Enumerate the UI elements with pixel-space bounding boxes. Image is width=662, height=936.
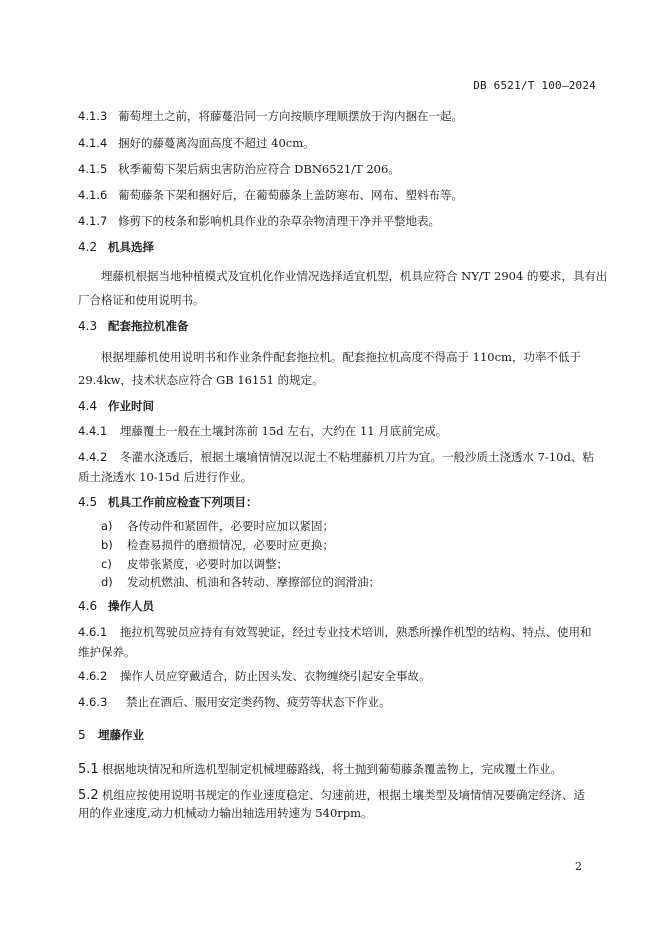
clause-5-2-line1: [78, 787, 585, 804]
paragraph-4-2-line1: 埋藤机根据当地种植模式及宜机化作业情况选择适宜机型，机具应符合 NY/T 2904 的要求，具有出: [101, 269, 608, 283]
page-number: 2: [575, 860, 582, 873]
clause-4-1-7: [78, 213, 440, 229]
list-item-a: [101, 518, 334, 534]
clause-number: 4.6.3: [78, 695, 108, 709]
clause-number: 5.2: [78, 788, 99, 803]
list-item-b: [101, 537, 334, 553]
clause-4-4-2-line1: [78, 449, 594, 465]
heading-title: 机具工作前应检查下列项目：: [108, 495, 258, 509]
clause-text: 禁止在酒后、服用安定类药物、疲劳等状态下作业。: [126, 695, 391, 709]
clause-4-1-6: [78, 187, 463, 203]
clause-4-6-3: [78, 694, 391, 710]
clause-number: 4.1.6: [78, 188, 108, 202]
heading-title: 作业时间: [108, 399, 154, 413]
clause-4-6-1-line1: [78, 624, 592, 640]
paragraph-4-2-line2: 厂合格证和使用说明书。: [78, 293, 205, 307]
list-text: 皮带张紧度，必要时加以调整；: [127, 557, 288, 571]
paragraph-4-3-line2: 29.4kw，技术状态应符合 GB 16151 的规定。: [78, 373, 324, 387]
clause-4-1-5: [78, 161, 400, 177]
clause-text: 葡萄埋土之前，将藤蔓沿同一方向按顺序理顺摆放于沟内捆在一起。: [118, 109, 463, 123]
clause-4-1-3: [78, 108, 463, 124]
list-marker: d): [101, 575, 113, 589]
clause-number: 4.1.3: [78, 109, 108, 123]
heading-4-3: [78, 318, 189, 334]
heading-title: 机具选择: [108, 240, 154, 254]
heading-4-6: [78, 598, 154, 614]
clause-4-6-1-line2: 维护保养。: [78, 645, 136, 659]
clause-number: 5.1: [78, 762, 99, 777]
clause-number: 4.1.7: [78, 214, 108, 228]
clause-number: 4.1.5: [78, 162, 108, 176]
list-marker: b): [101, 538, 113, 552]
clause-text: 冬灌水浇透后，根据土壤墒情情况以泥土不粘埋藤机刀片为宜。一般沙质土浇透水 7-10d、粘: [120, 450, 594, 464]
paragraph-4-3-line1: 根据埋藤机使用说明书和作业条件配套拖拉机。配套拖拉机高度不得高于 110cm，功率不低于: [101, 350, 581, 364]
clause-number: 4.4.1: [78, 424, 108, 438]
clause-4-1-4: [78, 135, 315, 151]
list-item-c: [101, 556, 288, 572]
heading-title: 配套拖拉机准备: [108, 319, 189, 333]
heading-number: 4.4: [78, 399, 98, 413]
heading-number: 4.6: [78, 599, 98, 613]
clause-number: 4.1.4: [78, 136, 108, 150]
clause-text: 操作人员应穿戴适合，防止因头发、衣物缠绕引起安全事故。: [120, 669, 431, 683]
list-marker: a): [101, 519, 113, 533]
clause-text: 修剪下的枝条和影响机具作业的杂草杂物清理干净并平整地表。: [118, 214, 440, 228]
clause-4-4-1: [78, 423, 447, 439]
clause-5-1: [78, 761, 562, 778]
list-text: 发动机燃油、机油和各转动、摩擦部位的润滑油；: [127, 575, 380, 589]
heading-4-5: [78, 494, 258, 510]
clause-number: 4.6.1: [78, 625, 108, 639]
clause-number: 4.4.2: [78, 450, 108, 464]
clause-4-4-2-line2: 质土浇透水 10-15d 后进行作业。: [78, 470, 253, 484]
heading-number: 4.3: [78, 319, 98, 333]
clause-text: 拖拉机驾驶员应持有有效驾驶证，经过专业技术培训，熟悉所操作机型的结构、特点、使用和: [120, 625, 592, 639]
clause-text: 捆好的藤蔓离沟面高度不超过 40cm。: [118, 136, 315, 150]
clause-text: 埋藤覆土一般在土壤封冻前 15d 左右，大约在 11 月底前完成。: [120, 424, 448, 438]
list-item-d: [101, 574, 380, 590]
heading-title: 操作人员: [108, 599, 154, 613]
heading-number: 5: [78, 728, 86, 742]
heading-number: 4.2: [78, 240, 98, 254]
clause-number: 4.6.2: [78, 669, 108, 683]
clause-text: 根据地块情况和所选机型制定机械埋藤路线，将土抛到葡萄藤条覆盖物上，完成覆土作业。: [102, 762, 562, 776]
clause-text: 葡萄藤条下架和捆好后，在葡萄藤条上盖防寒布、网布、塑料布等。: [118, 188, 463, 202]
clause-text: 机组应按使用说明书规定的作业速度稳定、匀速前进，根据土壤类型及墒情情况要确定经济、适: [102, 788, 585, 802]
list-text: 检查易损件的磨损情况，必要时应更换；: [127, 538, 334, 552]
list-text: 各传动件和紧固件，必要时应加以紧固；: [127, 519, 334, 533]
clause-4-6-2: [78, 668, 431, 684]
clause-text: 秋季葡萄下架后病虫害防治应符合 DBN6521/T 206。: [118, 162, 400, 176]
heading-5: [78, 727, 144, 743]
list-marker: c): [101, 557, 112, 571]
standard-code: DB 6521/T 100—2024: [473, 79, 596, 92]
heading-4-4: [78, 398, 154, 414]
heading-title: 埋藤作业: [98, 728, 144, 742]
clause-5-2-line2: 用的作业速度,动力机械动力输出轴选用转速为 540rpm。: [78, 806, 373, 820]
heading-number: 4.5: [78, 495, 98, 509]
heading-4-2: [78, 239, 154, 255]
